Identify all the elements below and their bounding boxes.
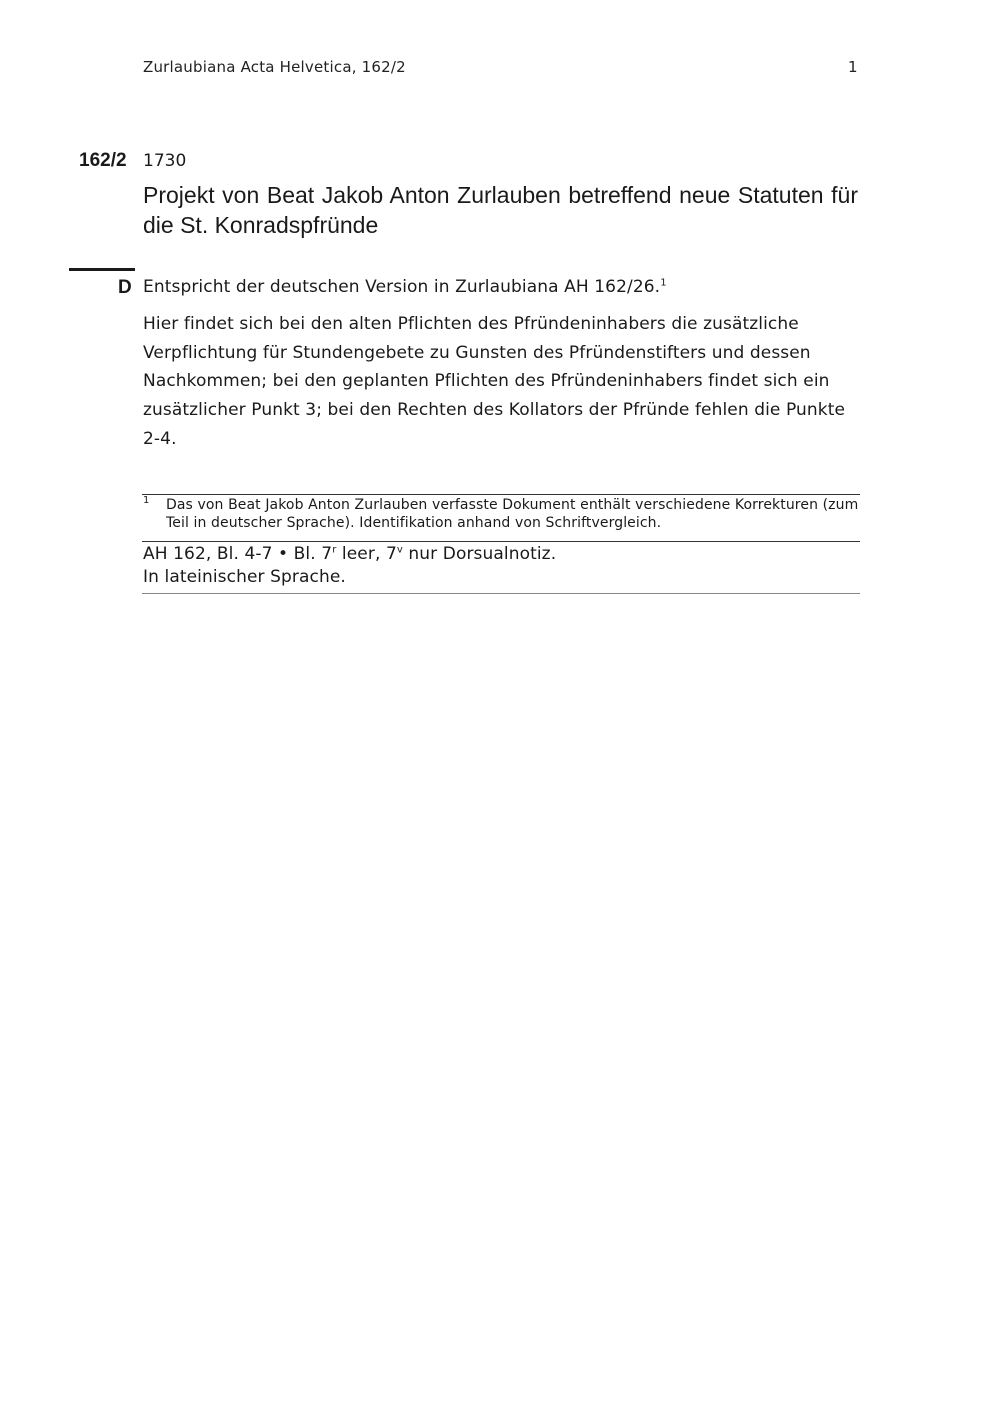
footnote-number: 1 (143, 495, 150, 506)
source-line-1 (143, 543, 556, 566)
verso-mark: v (396, 544, 403, 556)
source-divider-bottom (142, 593, 860, 594)
source-line-2: In lateinischer Sprache. (143, 567, 346, 587)
correspondence-note (143, 277, 667, 297)
correspondence-text: Entspricht der deutschen Version in Zurlaubiana AH 162/26. (143, 277, 661, 297)
source-divider-top (142, 541, 860, 542)
section-marker-d: D (118, 277, 132, 298)
footnote-reference[interactable]: 1 (660, 277, 667, 289)
source-note (143, 543, 556, 589)
source-folio: AH 162, Bl. 4-7 • Bl. 7 (143, 544, 333, 564)
running-header: Zurlaubiana Acta Helvetica, 162/2 (143, 58, 406, 76)
document-number: 162/2 (79, 150, 127, 171)
source-dorsal-note: nur Dorsualnotiz. (402, 544, 557, 564)
footnote-text: Das von Beat Jakob Anton Zurlauben verfasste Dokument enthält verschiedene Korrekturen (zum Teil in deutscher Sprache). Identifikation anhand von Schriftvergleich. (166, 497, 859, 531)
footnote-divider (142, 494, 860, 495)
source-blank-note: leer, 7 (336, 544, 397, 564)
recto-mark: r (332, 544, 337, 556)
document-title: Projekt von Beat Jakob Anton Zurlauben betreffend neue Statuten für die St. Konradspfründe (143, 182, 858, 238)
description-paragraph: Hier findet sich bei den alten Pflichten des Pfründeninhabers die zusätzliche Verpflichtung für Stundengebete zu Gunsten des Pfründenstifters und dessen Nachkommen; bei den geplanten Pflichten des Pfründeninhabers findet sich ein zusätzlicher Punkt 3; bei den Rechten des Kollators der Pfründe fehlen die Punkte 2-4. (143, 314, 846, 449)
margin-rule (69, 268, 135, 271)
page-number: 1 (848, 58, 858, 76)
document-date: 1730 (143, 151, 187, 171)
